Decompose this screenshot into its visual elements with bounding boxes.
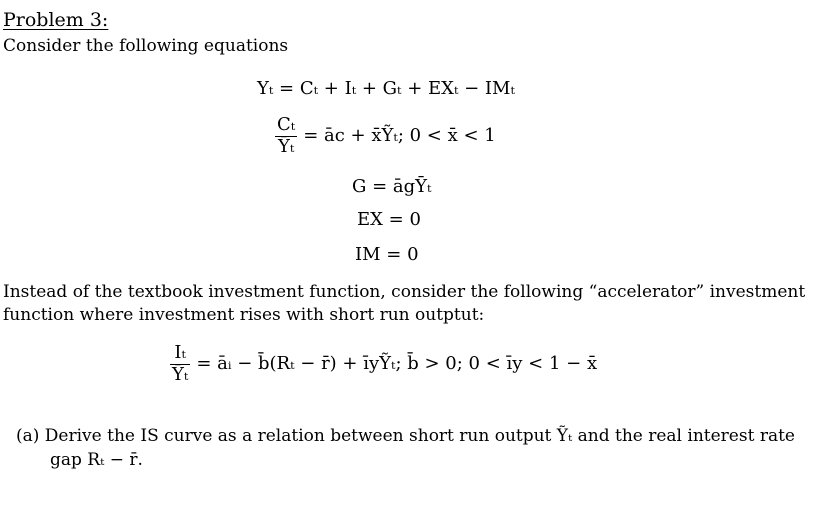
equation-exports: EX = 0 bbox=[357, 209, 421, 230]
fraction-numerator: Iₜ bbox=[170, 343, 190, 365]
part-a-line-1: (a) Derive the IS curve as a relation between short run output Ỹₜ and the real interest rate bbox=[16, 426, 795, 446]
investment-fraction bbox=[170, 343, 190, 385]
problem-title: Problem 3: bbox=[3, 9, 109, 31]
fraction-denominator: Ȳₜ bbox=[172, 363, 189, 385]
equation-investment bbox=[170, 343, 597, 385]
intro-text: Consider the following equations bbox=[3, 36, 289, 56]
fraction-numerator: Cₜ bbox=[277, 114, 296, 135]
equation-output: Yₜ = Cₜ + Iₜ + Gₜ + EXₜ − IMₜ bbox=[257, 78, 515, 99]
consumption-fraction bbox=[275, 115, 297, 157]
paragraph-line-1: Instead of the textbook investment function, consider the following “accelerator” investment bbox=[3, 282, 806, 302]
paragraph-line-2: function where investment rises with short run outptut: bbox=[3, 305, 485, 325]
equation-consumption bbox=[275, 115, 496, 157]
equation-rhs: = āc + x̄Ỹₜ; 0 < x̄ < 1 bbox=[303, 125, 496, 147]
equation-imports: IM = 0 bbox=[355, 244, 419, 265]
equation-government: G = āgȲₜ bbox=[352, 176, 432, 197]
part-a-line-2: gap Rₜ − r̄. bbox=[50, 450, 143, 470]
fraction-denominator: Ȳₜ bbox=[277, 135, 295, 157]
equation-rhs: = āᵢ − b̄(Rₜ − r̄) + īyỸₜ; b̄ > 0; 0 < īy < 1 − x̄ bbox=[196, 353, 598, 375]
